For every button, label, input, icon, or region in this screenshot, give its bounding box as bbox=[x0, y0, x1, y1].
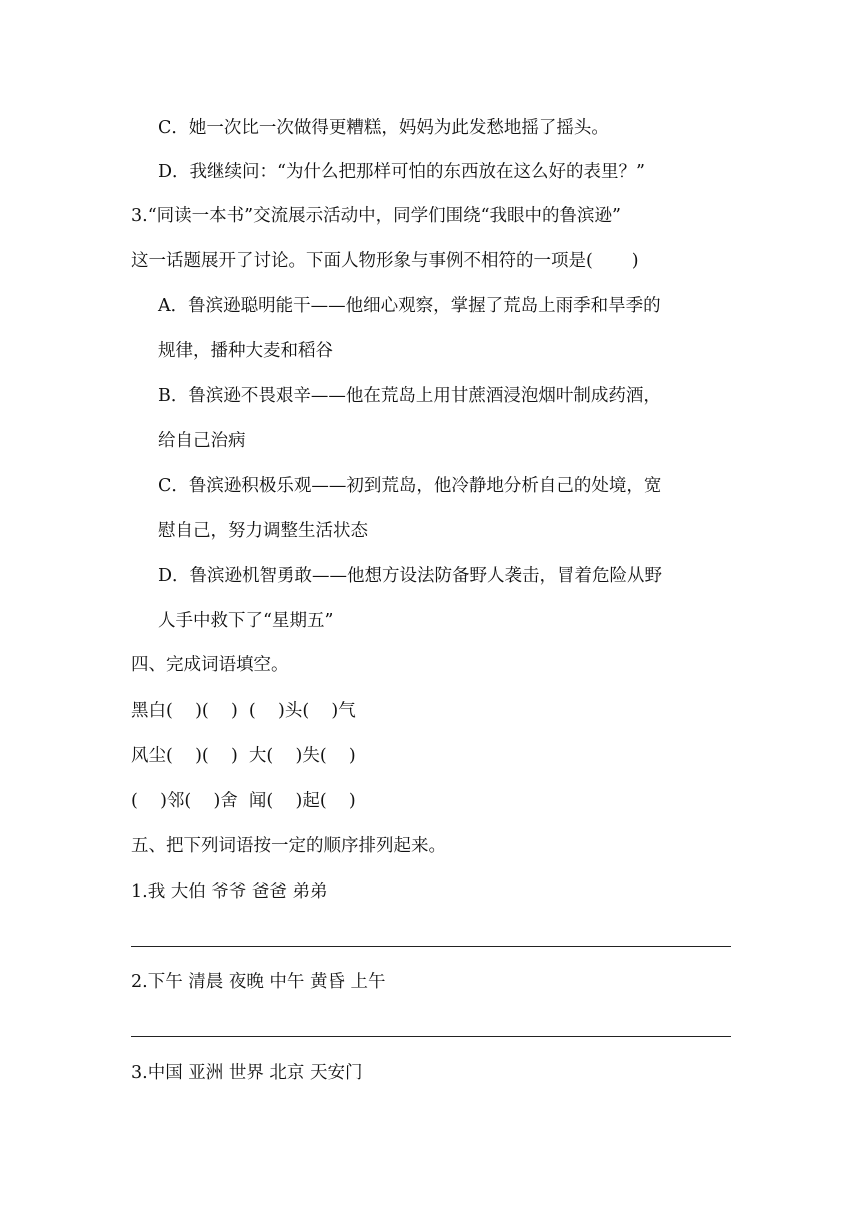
answer-line-2 bbox=[131, 1036, 731, 1037]
option-d-q3-line-2: 人手中救下了“星期五” bbox=[158, 611, 334, 631]
section-5-heading: 五、把下列词语按一定的顺序排列起来。 bbox=[131, 836, 446, 856]
ordering-item-1: 1.我 大伯 爷爷 爸爸 弟弟 bbox=[131, 882, 328, 902]
ordering-item-3: 3.中国 亚洲 世界 北京 天安门 bbox=[131, 1063, 363, 1083]
option-d-q2: D．我继续问：“为什么把那样可怕的东西放在这么好的表里？” bbox=[158, 162, 645, 182]
option-c-q3-line-2: 慰自己，努力调整生活状态 bbox=[158, 521, 368, 541]
answer-line-1 bbox=[131, 946, 731, 947]
option-b-q3-line-1: B．鲁滨逊不畏艰辛——他在荒岛上用甘蔗酒浸泡烟叶制成药酒， bbox=[158, 386, 661, 406]
option-d-q3-line-1: D．鲁滨逊机智勇敢——他想方设法防备野人袭击，冒着危险从野 bbox=[158, 566, 663, 586]
question-3-line-1: 3.“同读一本书”交流展示活动中，同学们围绕“我眼中的鲁滨逊” bbox=[131, 206, 621, 226]
fill-blank-row-2: 风尘( )( ) 大( )失( ) bbox=[131, 746, 356, 766]
fill-blank-row-1: 黑白( )( ) ( )头( )气 bbox=[131, 701, 356, 721]
fill-blank-row-3: ( )邻( )舍 闻( )起( ) bbox=[131, 791, 356, 811]
ordering-item-2: 2.下午 清晨 夜晚 中午 黄昏 上午 bbox=[131, 972, 386, 992]
option-c-q3-line-1: C．鲁滨逊积极乐观——初到荒岛，他冷静地分析自己的处境，宽 bbox=[158, 476, 662, 496]
option-b-q3-line-2: 给自己治病 bbox=[158, 431, 246, 451]
option-c-q2: C．她一次比一次做得更糟糕，妈妈为此发愁地摇了摇头。 bbox=[158, 118, 609, 138]
option-a-q3-line-2: 规律，播种大麦和稻谷 bbox=[158, 341, 333, 361]
option-a-q3-line-1: A．鲁滨逊聪明能干——他细心观察，掌握了荒岛上雨季和旱季的 bbox=[158, 296, 661, 316]
section-4-heading: 四、完成词语填空。 bbox=[131, 655, 289, 675]
question-3-line-2: 这一话题展开了讨论。下面人物形象与事例不相符的一项是( ) bbox=[131, 251, 639, 271]
